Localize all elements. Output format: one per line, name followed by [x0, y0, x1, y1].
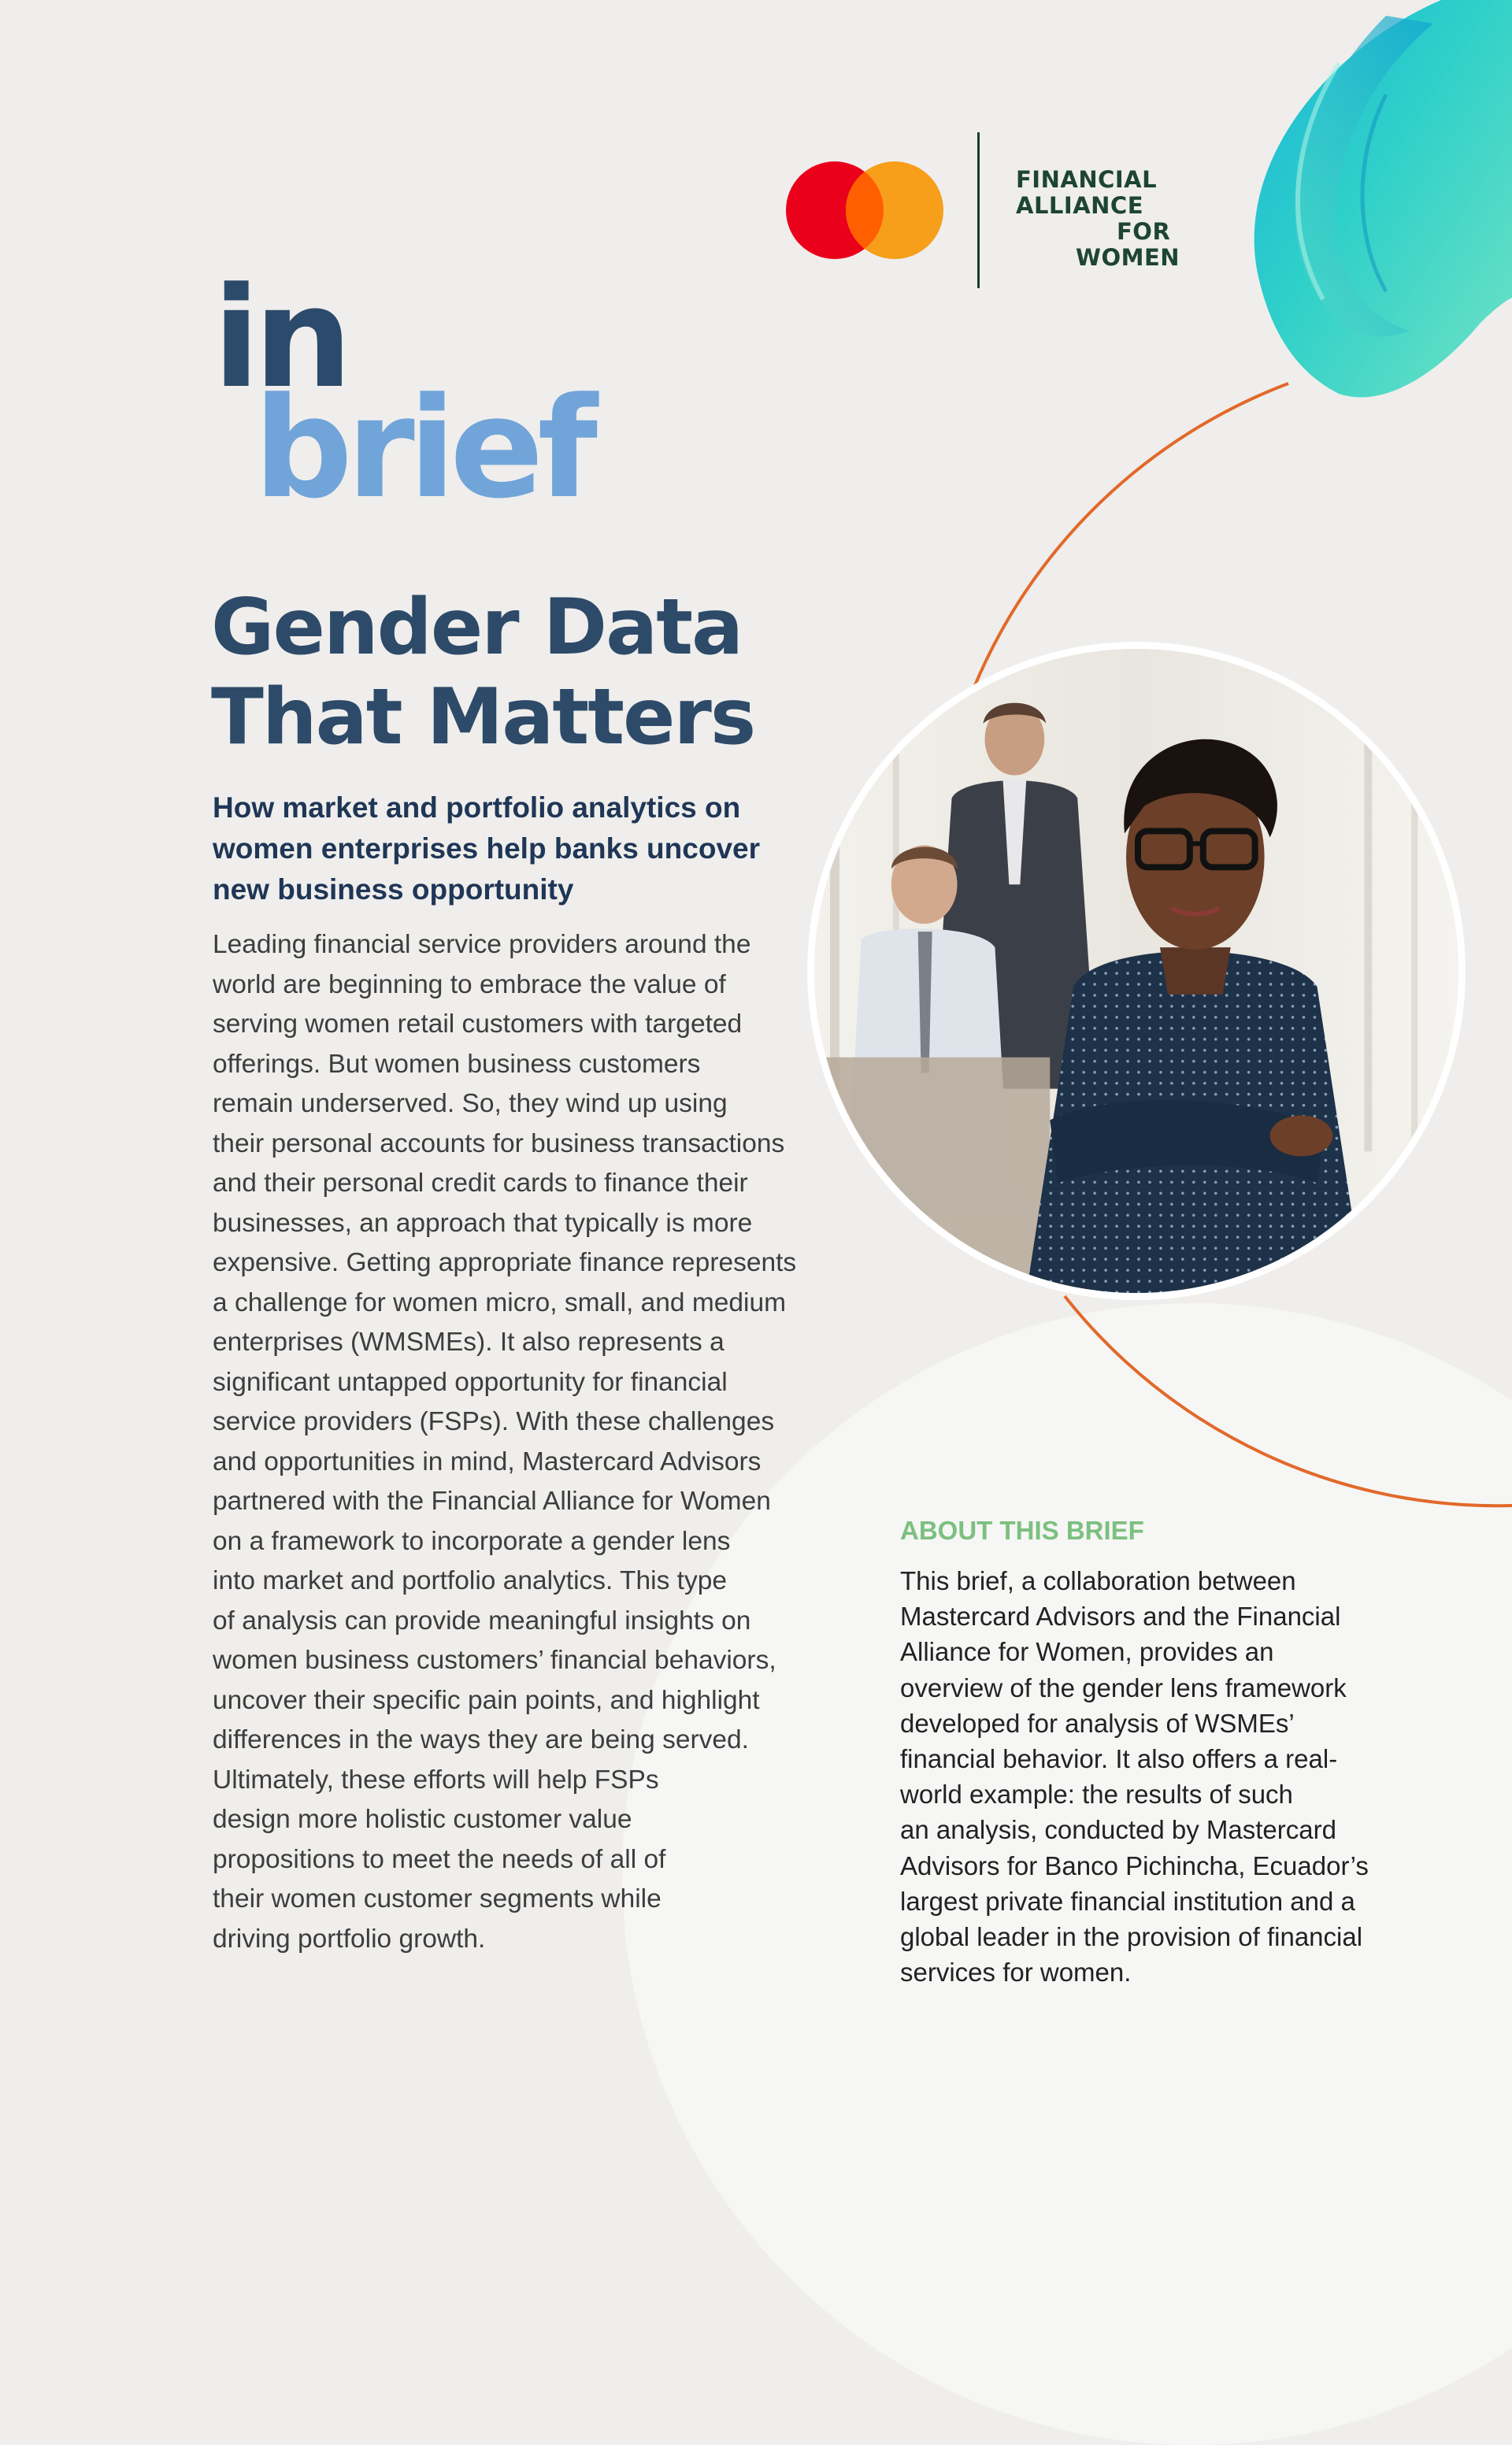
body-line: a challenge for women micro, small, and medium [213, 1287, 787, 1317]
logo-line: ALLIANCE [1016, 192, 1143, 219]
body-line: partnered with the Financial Alliance for Women [213, 1487, 771, 1516]
subtitle-line: new business opportunity [213, 873, 574, 906]
title-line: That Matters [211, 672, 755, 762]
about-heading: ABOUT THIS BRIEF [900, 1516, 1144, 1545]
body-paragraph [213, 925, 797, 1959]
body-line: on a framework to incorporate a gender lens [213, 1526, 731, 1556]
about-line: services for women. [900, 1958, 1132, 1987]
body-line: serving women retail customers with targeted [213, 1009, 743, 1039]
body-line: women business customers’ financial behaviors, [213, 1646, 776, 1675]
about-paragraph [900, 1563, 1404, 1990]
about-line: financial behavior. It also offers a real- [900, 1744, 1338, 1774]
body-line: Leading financial service providers around the [213, 930, 751, 959]
body-line: enterprises (WMSMEs). It also represents a [213, 1328, 724, 1357]
about-line: Advisors for Banco Pichincha, Ecuador’s [900, 1850, 1369, 1880]
about-line: largest private financial institution and a [900, 1886, 1355, 1916]
subtitle-line: How market and portfolio analytics on [213, 791, 741, 824]
orange-arc-lower [1065, 1296, 1512, 1506]
body-line: businesses, an approach that typically is more [213, 1208, 753, 1238]
body-line: their women customer segments while [213, 1884, 662, 1913]
masthead-brief: brief [254, 368, 592, 529]
body-line: differences in the ways they are being served. [213, 1725, 749, 1754]
mastercard-logo [786, 161, 943, 260]
body-line: driving portfolio growth. [213, 1924, 486, 1954]
body-line: expensive. Getting appropriate finance represents [213, 1248, 797, 1277]
logo-line: WOMEN [1076, 244, 1180, 271]
about-line: an analysis, conducted by Mastercard [900, 1815, 1336, 1845]
masthead-in: in [213, 257, 346, 419]
body-line: offerings. But women business customers [213, 1049, 701, 1079]
logo-line: FINANCIAL [1016, 166, 1158, 193]
subtitle [213, 787, 780, 910]
body-line: and their personal credit cards to finance their [213, 1169, 748, 1198]
body-line: remain underserved. So, they wind up using [213, 1089, 728, 1118]
body-line: service providers (FSPs). With these challenges [213, 1407, 775, 1436]
body-line: significant untapped opportunity for financial [213, 1367, 728, 1397]
body-line: and opportunities in mind, Mastercard Advisors [213, 1447, 762, 1476]
about-line: Mastercard Advisors and the Financial [900, 1602, 1341, 1632]
about-line: Alliance for Women, provides an [900, 1637, 1274, 1667]
body-line: of analysis can provide meaningful insights on [213, 1606, 751, 1636]
about-line: developed for analysis of WSMEs’ [900, 1708, 1295, 1738]
title-line: Gender Data [211, 583, 743, 672]
body-line: design more holistic customer value [213, 1805, 632, 1834]
financial-alliance-for-women-logo [1016, 166, 1180, 271]
body-line: uncover their specific pain points, and highlight [213, 1685, 760, 1715]
body-line: world are beginning to embrace the value of [213, 969, 726, 999]
body-line: into market and portfolio analytics. This type [213, 1566, 727, 1595]
page-title [211, 583, 841, 762]
logo-divider [977, 132, 980, 288]
about-line: world example: the results of such [900, 1780, 1293, 1810]
body-line: their personal accounts for business transactions [213, 1128, 785, 1158]
logo-line: FOR [1117, 218, 1171, 245]
body-line: Ultimately, these efforts will help FSPs [213, 1765, 659, 1795]
subtitle-line: women enterprises help banks uncover [213, 832, 760, 865]
about-line: overview of the gender lens framework [900, 1673, 1347, 1702]
businesswoman-photo [807, 642, 1466, 1300]
body-line: propositions to meet the needs of all of [213, 1844, 666, 1874]
about-line: This brief, a collaboration between [900, 1566, 1296, 1595]
about-line: global leader in the provision of financial [900, 1922, 1363, 1952]
